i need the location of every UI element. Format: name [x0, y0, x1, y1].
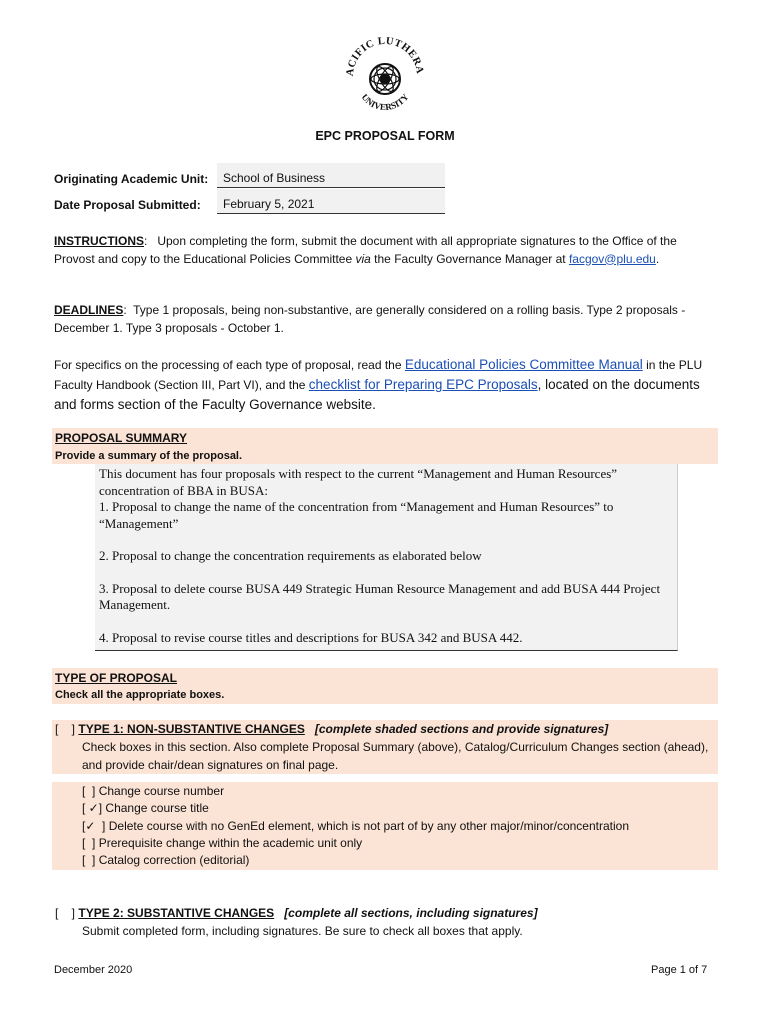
deadlines-text: Type 1 proposals, being non-substantive, are generally considered on a rolling basis. Type 2 proposals - December 1. Type 3 proposals - October 1. — [54, 303, 686, 335]
specifics-paragraph — [54, 355, 716, 415]
type2-checkbox[interactable]: [ ] — [55, 906, 76, 920]
unit-label: Originating Academic Unit: — [54, 172, 209, 186]
summary-header — [52, 428, 718, 464]
footer-date: December 2020 — [54, 964, 133, 976]
deadlines-label: DEADLINES — [54, 303, 124, 317]
type1-block — [52, 720, 718, 774]
summary-p4: 3. Proposal to delete course BUSA 449 Strategic Human Resource Management and add BUSA 444 Project Management. — [99, 580, 661, 612]
epc-manual-link[interactable]: Educational Policies Committee Manual — [404, 357, 643, 372]
specifics-text-2: in the PLU Faculty Handbook (Section III, Part VI), and the — [54, 358, 703, 392]
date-label: Date Proposal Submitted: — [54, 198, 201, 212]
instructions-text-2: the Faculty Governance Manager at — [370, 251, 569, 266]
type1-title: TYPE 1: NON-SUBSTANTIVE CHANGES — [78, 722, 305, 736]
option-change-title[interactable] — [82, 800, 209, 818]
type1-checkbox[interactable]: [ ] — [55, 722, 76, 736]
option-checkbox[interactable]: [ ✓] — [82, 801, 103, 815]
email-link[interactable]: facgov@plu.edu — [568, 251, 656, 266]
unit-field[interactable]: School of Business — [217, 163, 445, 188]
type1-note: [complete shaded sections and provide signatures] — [314, 722, 609, 736]
option-label: Change course title — [105, 801, 209, 815]
page-number: Page 1 of 7 — [651, 964, 708, 976]
instructions-end: . — [655, 251, 660, 266]
option-checkbox[interactable]: [ ] — [82, 853, 96, 867]
type1-description: Check boxes in this section. Also complete Proposal Summary (above), Catalog/Curriculum Changes section (ahead), and provide chair/dean signatures on final page. — [82, 740, 709, 772]
summary-heading: PROPOSAL SUMMARY — [55, 431, 188, 445]
summary-p5: 4. Proposal to revise course titles and descriptions for BUSA 342 and BUSA 442. — [99, 629, 523, 645]
option-checkbox[interactable]: [✓ ] — [82, 819, 106, 833]
instructions-text: Upon completing the form, submit the document with all appropriate signatures to the Office of the Provost and copy to the Educational Policies Committee — [54, 234, 677, 266]
university-logo — [343, 34, 427, 118]
deadlines-paragraph: DEADLINES: Type 1 proposals, being non-substantive, are generally considered on a rolling basis. Type 2 proposals - December 1. Type 3 proposals - October 1. — [54, 303, 686, 335]
instructions-via: via — [355, 251, 371, 266]
option-change-number[interactable] — [82, 783, 224, 801]
instructions-label: INSTRUCTIONS — [54, 234, 144, 248]
option-label: Catalog correction (editorial) — [98, 853, 250, 867]
specifics-text: For specifics on the processing of each type of proposal, read the — [54, 358, 405, 372]
summary-subheading: Provide a summary of the proposal. — [55, 450, 243, 462]
summary-p2: 1. Proposal to change the name of the concentration from “Management and Human Resources” to “Management” — [99, 499, 614, 531]
option-label: Change course number — [98, 784, 225, 798]
specifics-text-3: , located on the documents and forms section of the Faculty Governance website. — [54, 377, 700, 412]
summary-p3: 2. Proposal to change the concentration requirements as elaborated below — [99, 548, 482, 563]
summary-textarea[interactable] — [95, 464, 678, 651]
option-delete-course[interactable] — [82, 818, 629, 836]
option-prerequisite[interactable] — [82, 835, 362, 853]
checklist-link[interactable]: checklist for Preparing EPC Proposals — [308, 377, 538, 392]
instructions-paragraph: INSTRUCTIONS: Upon completing the form, submit the document with all appropriate signatures to the Office of the Provost and copy to the Educational Policies Committee via the Faculty Governance Manager at facgov@plu.edu. — [54, 234, 677, 266]
logo-text-top: ACIFIC LUTHERA — [344, 35, 426, 77]
summary-p1: This document has four proposals with respect to the current “Management and Human Resources” concentration of BBA in BUSA: — [99, 466, 618, 498]
type2-line — [55, 905, 538, 923]
type-subheading: Check all the appropriate boxes. — [55, 689, 225, 701]
option-label: Delete course with no GenEd element, which is not part of by any other major/minor/concentration — [108, 819, 629, 833]
date-field[interactable]: February 5, 2021 — [217, 189, 445, 214]
type2-description: Submit completed form, including signatures. Be sure to check all boxes that apply. — [82, 924, 523, 938]
type2-note: [complete all sections, including signatures] — [284, 906, 538, 920]
option-catalog-correction[interactable] — [82, 852, 249, 870]
option-checkbox[interactable]: [ ] — [82, 784, 96, 798]
type1-options — [52, 782, 718, 870]
logo-text-bottom: UNIVERSITY — [359, 91, 411, 113]
option-label: Prerequisite change within the academic unit only — [98, 836, 363, 850]
type-heading: TYPE OF PROPOSAL — [55, 671, 178, 685]
type2-title: TYPE 2: SUBSTANTIVE CHANGES — [78, 906, 275, 920]
option-checkbox[interactable]: [ ] — [82, 836, 96, 850]
type-header — [52, 668, 718, 704]
form-title: EPC PROPOSAL FORM — [315, 129, 455, 143]
